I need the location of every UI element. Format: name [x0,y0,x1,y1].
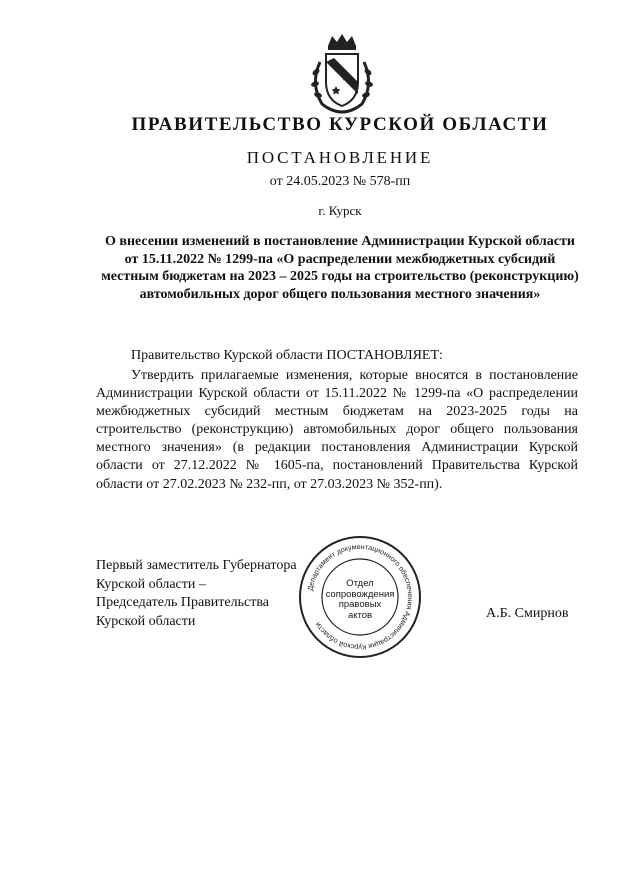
signatory-line: Первый заместитель Губернатора [96,558,297,573]
document-city: г. Курск [318,203,362,218]
decree-intro: Правительство Курской области ПОСТАНОВЛЯЕТ: [131,348,443,363]
stamp-line: правовых [338,599,382,610]
decree-paragraph: Утвердить прилагаемые изменения, которые вносятся в постановление Администрации Курской области от 15.11.2022 № 1299-па «О распределении межбюджетных субсидий местным бюджетам на 2023-2025 годы на строительство (реконструкцию) автомобильных дорог общего пользования местного значения» (в редакции постановления Администрации Курской области от 27.12.2022 № 1605-па, постановлений Правительства Курской области от 27.02.2023 № 232-пп, от 27.03.2023 № 352-пп). [96,368,578,492]
document-date-number: от 24.05.2023 № 578-пп [269,174,411,189]
kursk-coat-of-arms-icon [306,32,378,116]
signatory-name: А.Б. Смирнов [486,606,569,621]
stamp-line: Отдел [346,578,374,589]
document-subject: О внесении изменений в постановление Администрации Курской области от 15.11.2022 № 1299-па «О распределении межбюджетных субсидий местным бюджетам на 2023 – 2025 годы на строительство (реконструкцию) автомобильных дорог общего пользования местного значения» [101,234,579,302]
document-type: ПОСТАНОВЛЕНИЕ [246,148,434,167]
stamp-center-text [296,579,424,621]
signatory-line: Курской области – [96,576,206,592]
stamp-ring-text: Департамент документационного обеспечения Администрации Курской области [305,541,416,653]
signatory-line: Курской области [96,613,196,629]
signatory-position [96,557,297,631]
signatory-line: Председатель Правительства [96,595,269,610]
stamp-line: сопровождения [325,588,395,600]
government-title: ПРАВИТЕЛЬСТВО КУРСКОЙ ОБЛАСТИ [131,114,549,135]
stamp-line: актов [347,609,373,621]
